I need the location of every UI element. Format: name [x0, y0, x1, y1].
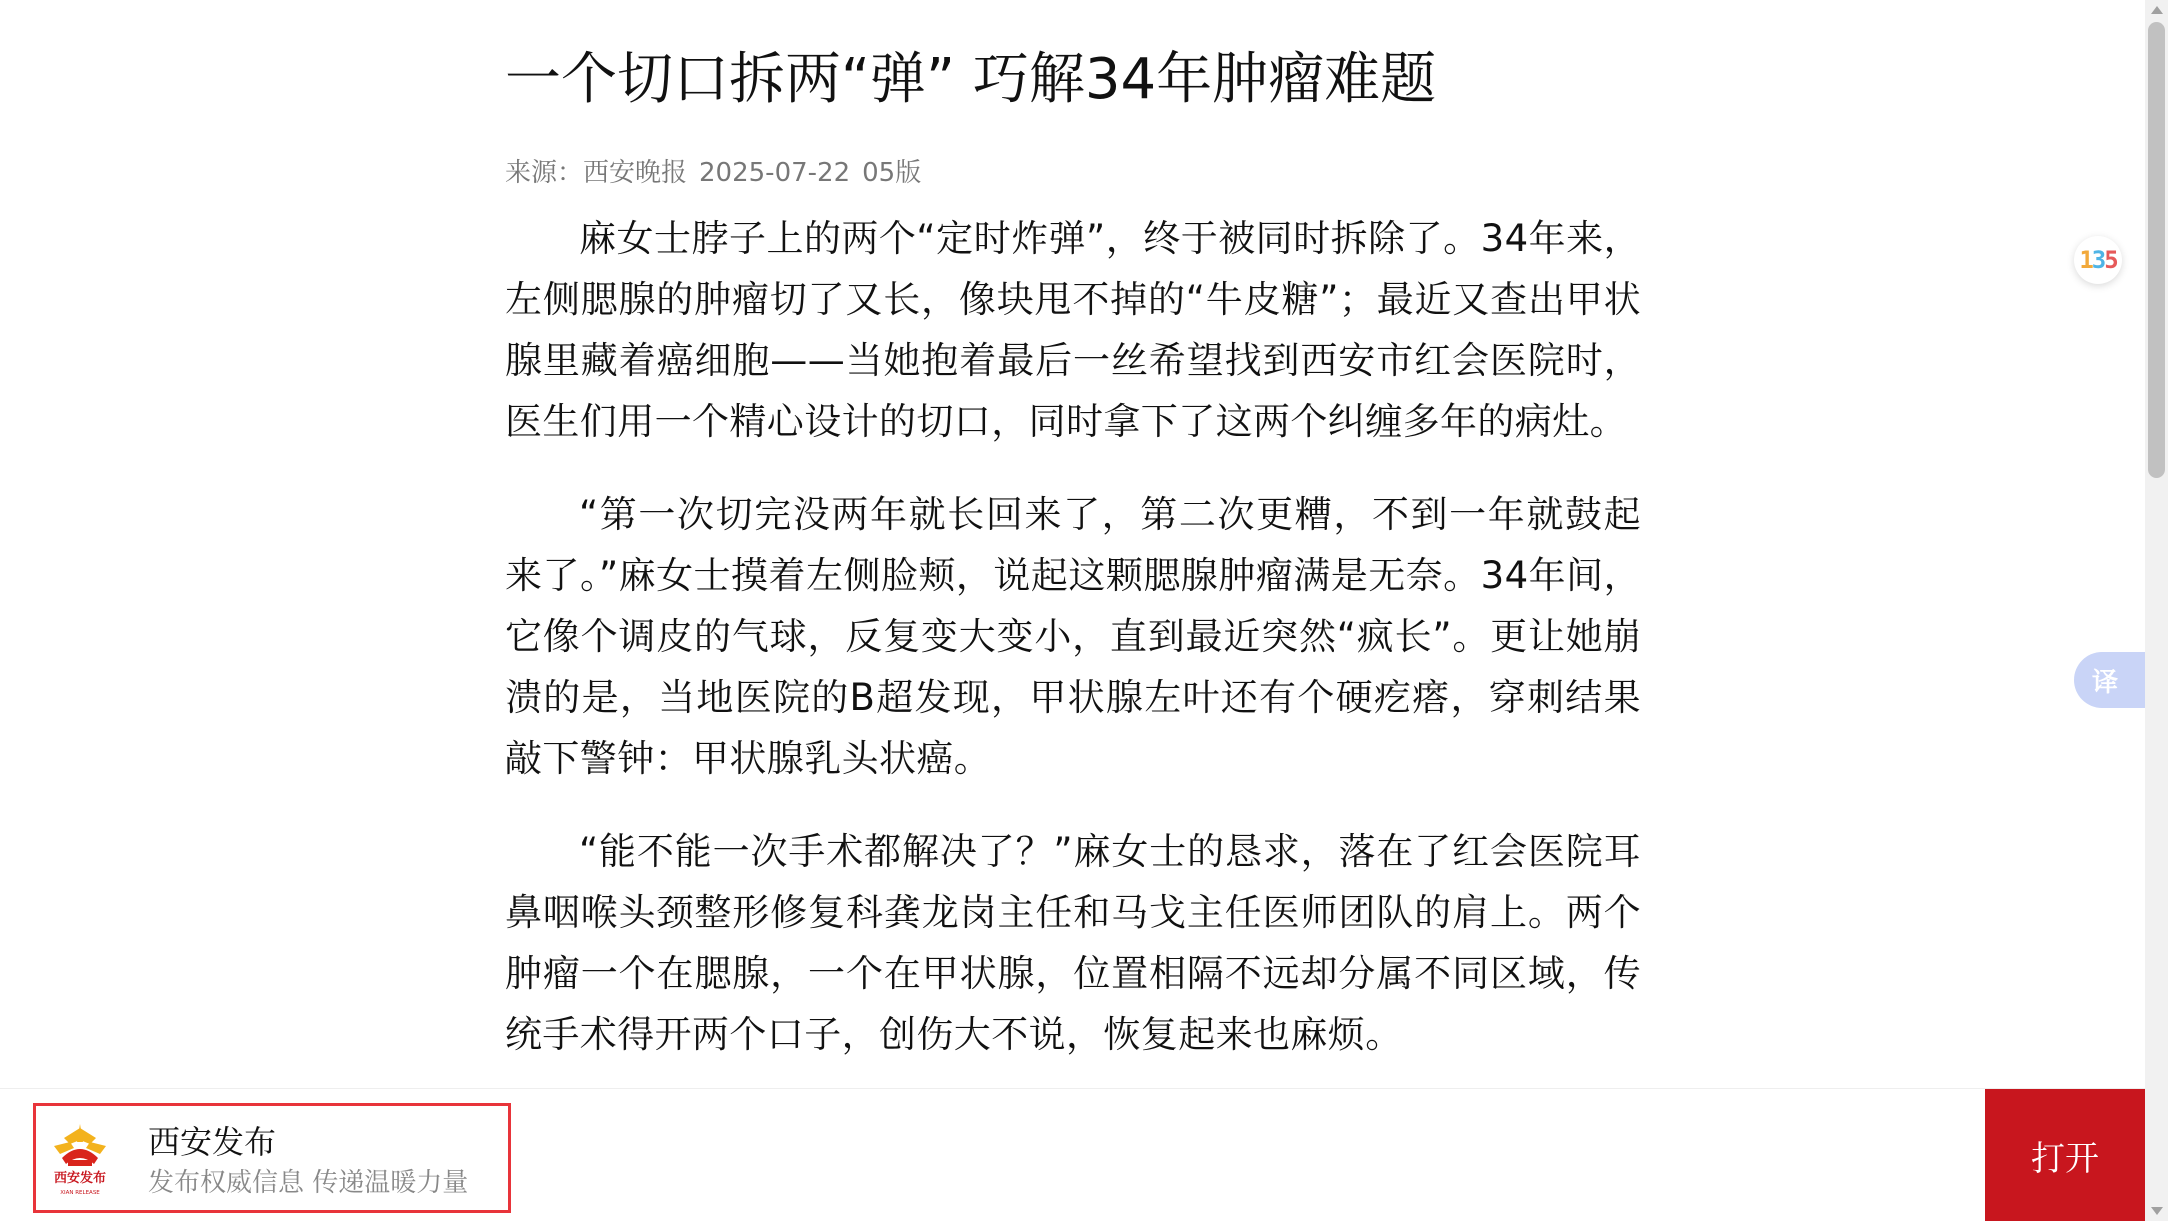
article-title: 一个切口拆两“弹” 巧解34年肿瘤难题 [505, 47, 1437, 112]
xian-release-logo-icon [44, 1118, 116, 1200]
app-download-banner [0, 1088, 2145, 1221]
article-edition: 05版 [862, 158, 922, 188]
article-source: 来源：西安晚报 [505, 158, 688, 188]
article-paragraph: “第一次切完没两年就长回来了，第二次更糟，不到一年就鼓起来了。”麻女士摸着左侧脸颊，说起这颗腮腺肿瘤满是无奈。34年间，它像个调皮的气球，反复变大变小，直到最近突然“疯长”。更让她崩溃的是，当地医院的B超发现，甲状腺左叶还有个硬疙瘩，穿刺结果敲下警钟：甲状腺乳头状癌。 [505, 493, 1641, 780]
scrollbar-thumb[interactable] [2148, 22, 2165, 478]
135-digit: 1 [2079, 246, 2092, 274]
vertical-scrollbar[interactable] [2145, 0, 2168, 1221]
135-digit: 3 [2091, 246, 2105, 274]
article-meta [505, 156, 1641, 190]
translate-button[interactable] [2074, 652, 2154, 708]
app-name: 西安发布 [148, 1123, 277, 1161]
article [505, 40, 1641, 1065]
article-date: 2025-07-22 [699, 158, 851, 188]
app-card[interactable] [33, 1103, 511, 1213]
logo-subtext: XIAN RELEASE [60, 1190, 100, 1196]
article-paragraph: “能不能一次手术都解决了？”麻女士的恳求，落在了红会医院耳鼻咽喉头颈整形修复科龚龙岗主任和马戈主任医师团队的肩上。两个肿瘤一个在腮腺，一个在甲状腺，位置相隔不远却分属不同区域，传统手术得开两个口子，创伤大不说，恢复起来也麻烦。 [505, 830, 1641, 1056]
open-app-button[interactable]: 打开 [1985, 1089, 2145, 1221]
logo-text: 西安发布 [53, 1171, 107, 1186]
translate-icon: 译 [2092, 667, 2119, 698]
app-slogan: 发布权威信息 传递温暖力量 [148, 1168, 469, 1198]
scroll-down-arrow-icon[interactable] [2151, 1207, 2163, 1215]
article-paragraph: 麻女士脖子上的两个“定时炸弹”，终于被同时拆除了。34年来，左侧腮腺的肿瘤切了又长，像块甩不掉的“牛皮糖”；最近又查出甲状腺里藏着癌细胞——当她抱着最后一丝希望找到西安市红会医院时，医生们用一个精心设计的切口，同时拿下了这两个纠缠多年的病灶。 [505, 217, 1641, 443]
135-digit: 5 [2104, 246, 2117, 274]
135-editor-icon[interactable] [2074, 236, 2122, 284]
scroll-up-arrow-icon[interactable] [2151, 6, 2163, 14]
